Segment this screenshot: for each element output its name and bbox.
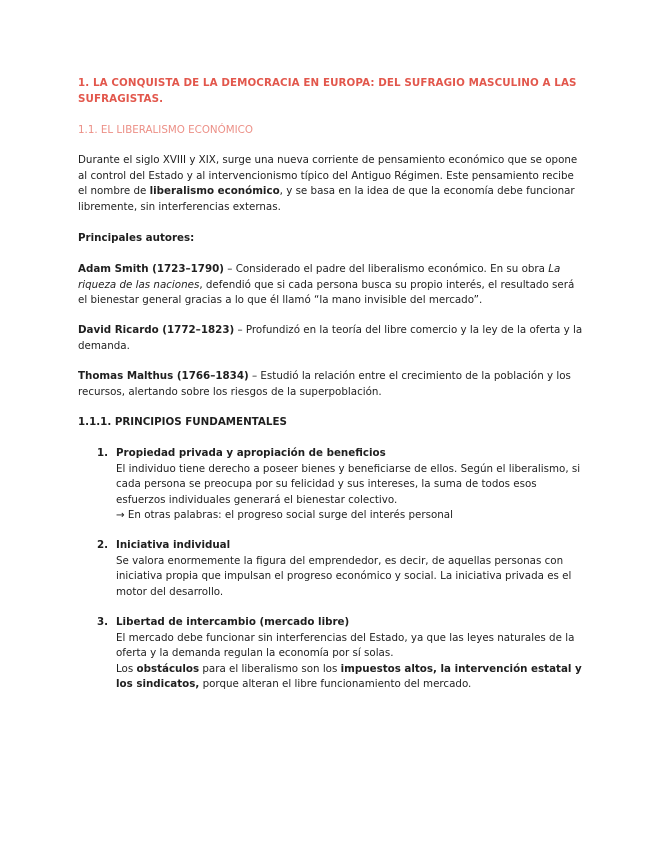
- author-text: – Considerado el padre del liberalismo económico. En su obra: [224, 263, 549, 275]
- principle-note: → En otras palabras: el progreso social surge del interés personal: [116, 509, 453, 521]
- author-name: Adam Smith (1723–1790): [78, 263, 224, 275]
- chapter-heading: 1. LA CONQUISTA DE LA DEMOCRACIA EN EUROPA: DEL SUFRAGIO MASCULINO A LAS SUFRAGISTAS.: [78, 77, 577, 105]
- list-number: 3.: [97, 616, 109, 628]
- book-title: La riqueza de las naciones: [78, 263, 561, 291]
- author-paragraph-smith: [78, 262, 586, 309]
- list-number: 1.: [97, 447, 109, 459]
- subsection-heading: 1.1.1. PRINCIPIOS FUNDAMENTALES: [78, 416, 287, 428]
- authors-heading: Principales autores:: [78, 232, 195, 244]
- intro-text-2: , y se basa en la idea de que la economía debe funcionar libremente, sin interferencias externas.: [78, 185, 575, 213]
- text: Los: [116, 662, 137, 675]
- intro-text-1: Durante el siglo XVIII y XIX, surge una nueva corriente de pensamiento económico que se opone al control del Estado y al intervencionismo típico del Antiguo Régimen. Este pensamiento recibe el nombre de: [78, 154, 578, 197]
- principle-obstacles: [116, 662, 586, 693]
- list-number: 2.: [97, 539, 109, 551]
- author-text: , defendió que si cada persona busca su propio interés, el resultado será el bienestar general gracias a lo que él llamó “la mano invisible del mercado”.: [78, 278, 575, 306]
- principle-title: Iniciativa individual: [116, 539, 231, 551]
- author-paragraph-malthus: [78, 369, 586, 400]
- author-text: – Profundizó en la teoría del libre comercio y la ley de la oferta y la demanda.: [78, 324, 583, 352]
- intro-bold-term: liberalismo económico: [149, 185, 280, 197]
- intro-paragraph: [78, 153, 586, 215]
- author-paragraph-ricardo: [78, 323, 586, 354]
- author-name: David Ricardo (1772–1823): [78, 324, 235, 336]
- author-text: – Estudió la relación entre el crecimiento de la población y los recursos, alertando sobre los riesgos de la superpoblación.: [78, 370, 571, 398]
- principle-title: Propiedad privada y apropiación de beneficios: [116, 447, 386, 459]
- text: para el liberalismo son los: [199, 662, 341, 675]
- principle-text: El individuo tiene derecho a poseer bienes y beneficiarse de ellos. Según el liberalismo, si cada persona se preocupa por su felicidad y sus intereses, la suma de todos esos esfuerzos individuales generará el bienestar colectivo.: [116, 462, 581, 506]
- section-heading: 1.1. EL LIBERALISMO ECONÓMICO: [78, 124, 253, 136]
- author-name: Thomas Malthus (1766–1834): [78, 370, 249, 382]
- principle-text: El mercado debe funcionar sin interferencias del Estado, ya que las leyes naturales de la oferta y la demanda regulan la economía por sí solas.: [116, 631, 575, 659]
- principle-text: Se valora enormemente la figura del emprendedor, es decir, de aquellas personas con iniciativa propia que impulsan el progreso económico y social. La iniciativa privada es el motor del desarrollo.: [116, 554, 572, 598]
- principle-title: Libertad de intercambio (mercado libre): [116, 616, 350, 628]
- bold-term: impuestos altos, la intervención estatal y los sindicatos,: [116, 662, 582, 690]
- text: porque alteran el libre funcionamiento del mercado.: [199, 678, 472, 690]
- bold-term: obstáculos: [136, 662, 200, 675]
